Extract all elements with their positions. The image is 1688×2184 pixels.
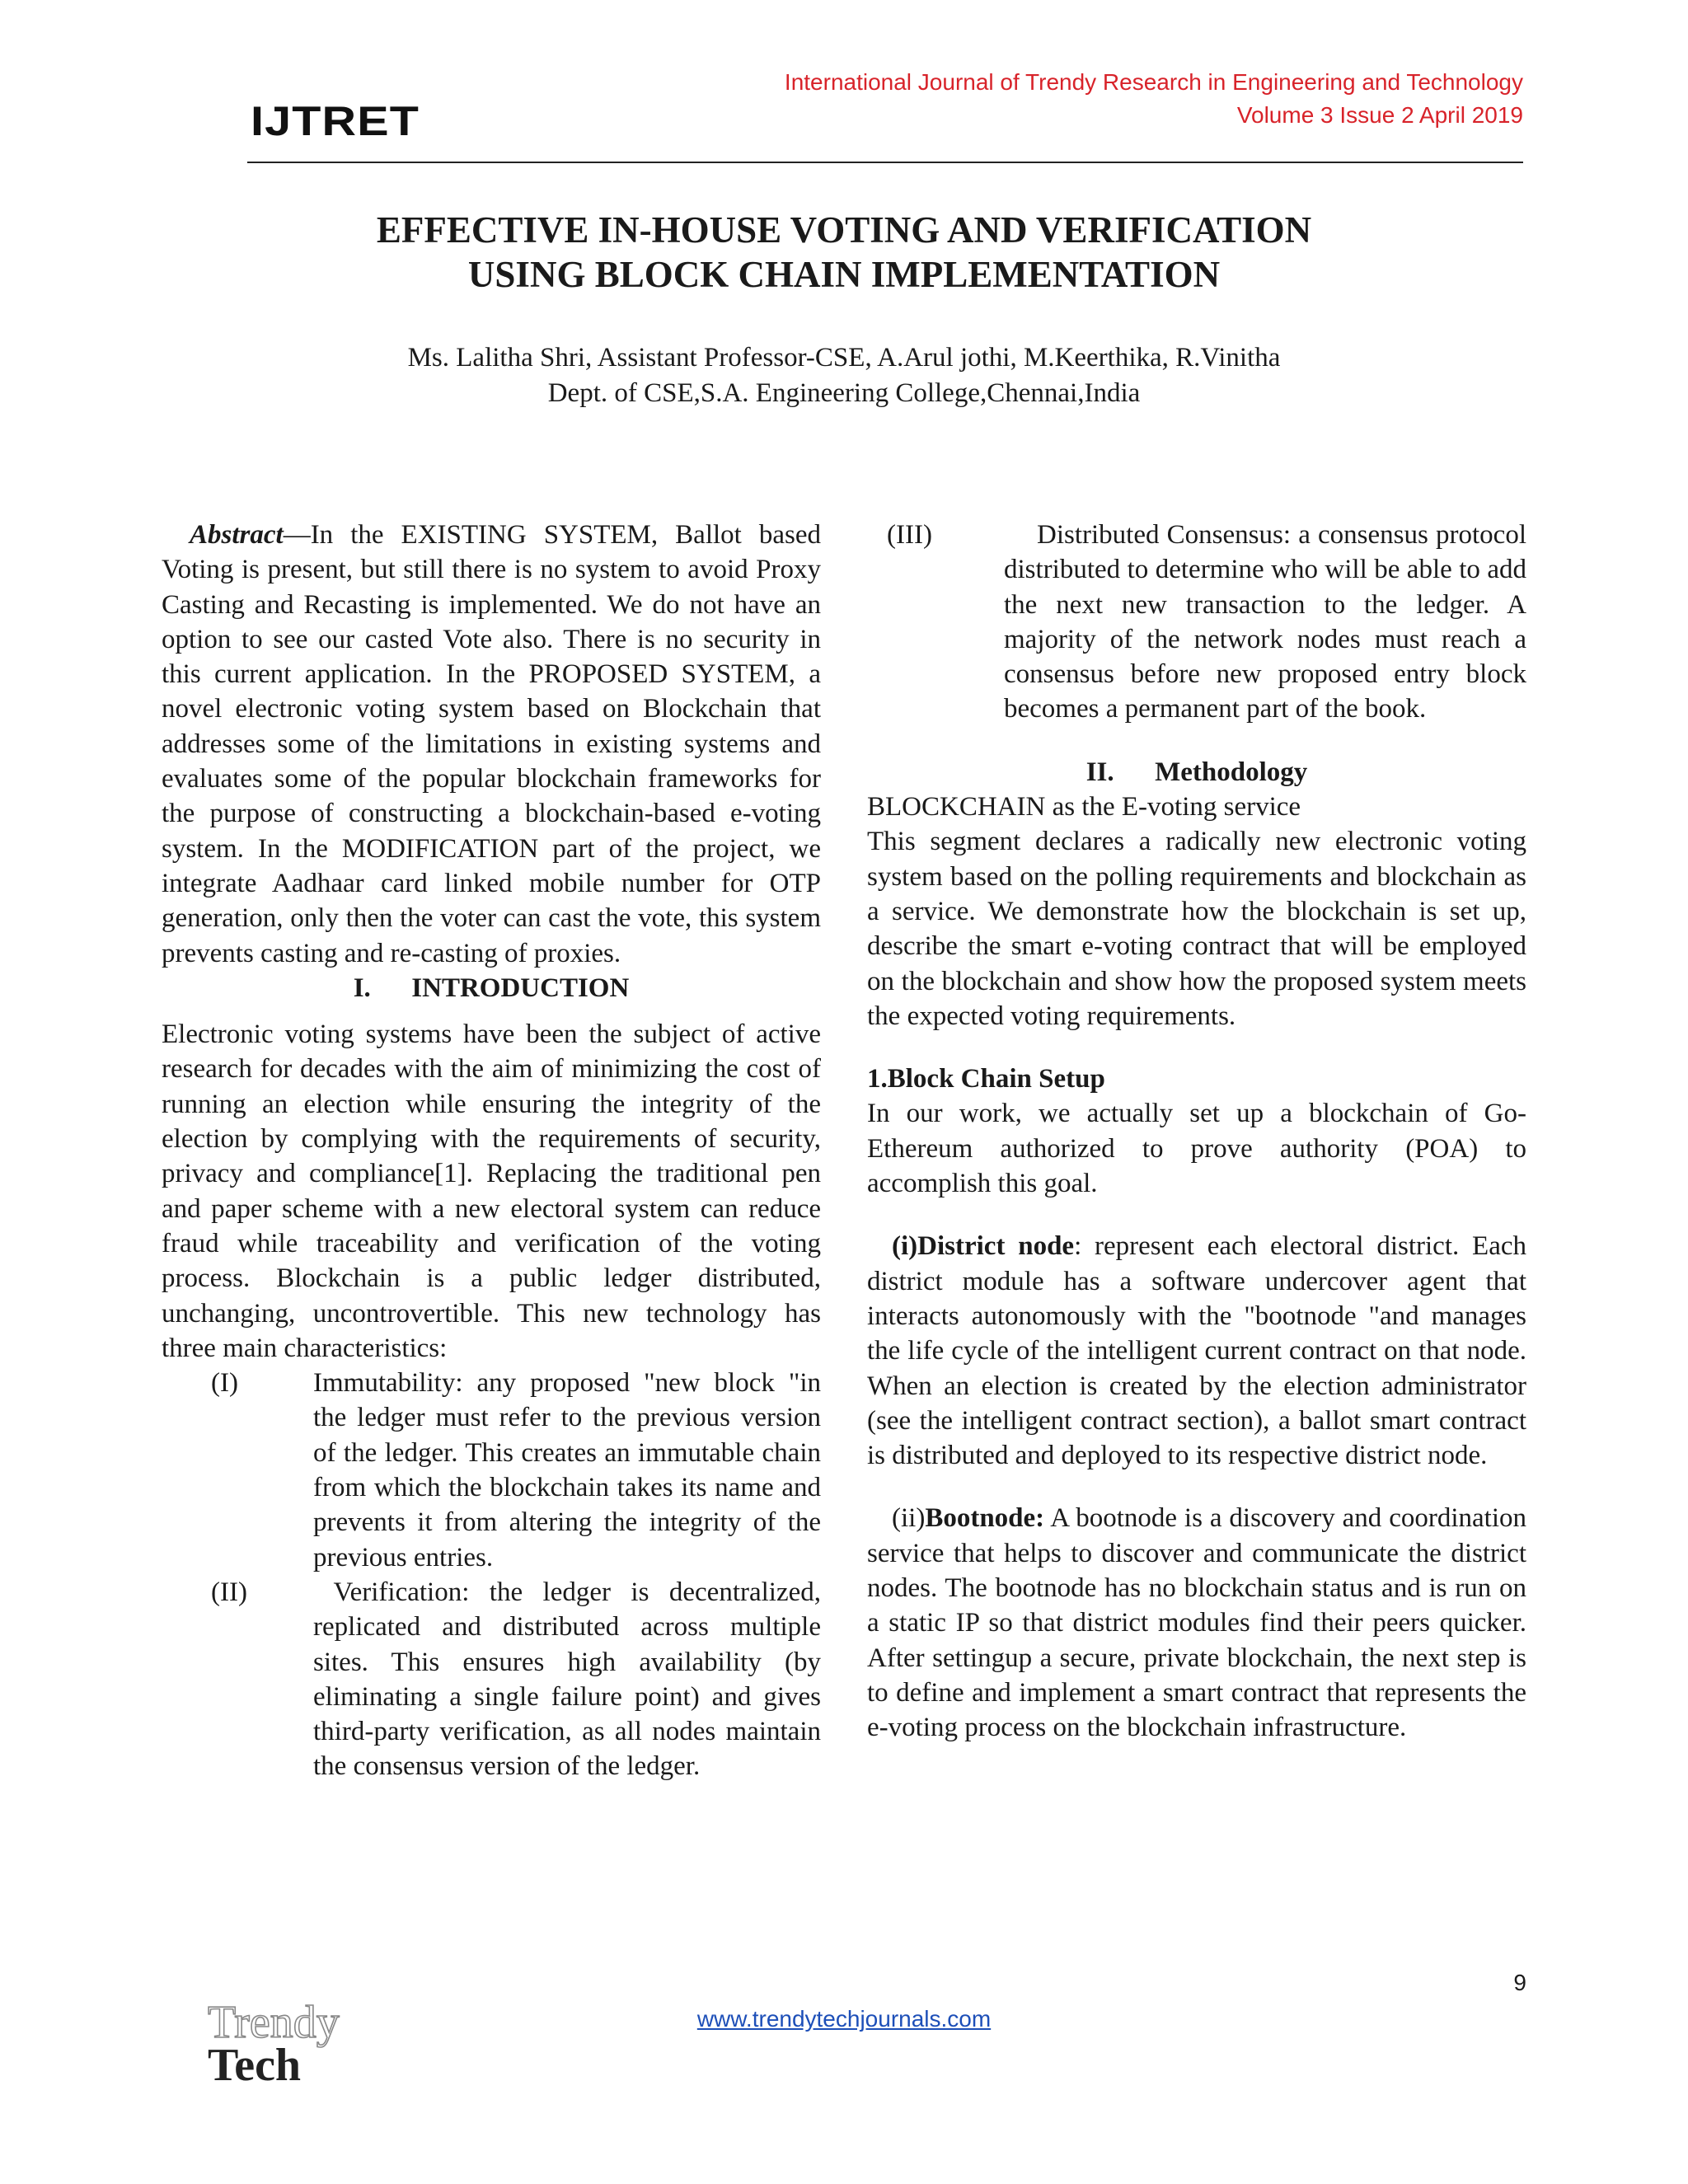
bootnode-prefix: (ii)	[892, 1503, 926, 1534]
trendy-logo-word-1: Trendy	[208, 1997, 340, 2048]
bootnode-label: Bootnode:	[925, 1503, 1045, 1534]
section-heading-methodology: II. Methodology	[1085, 757, 1308, 787]
author-names: Ms. Lalitha Shri, Assistant Professor-CSE, A.Arul jothi, M.Keerthika, R.Vinitha	[407, 343, 1281, 373]
journal-issue: Volume 3 Issue 2 April 2019	[1236, 102, 1523, 128]
district-node-text: : represent each electoral district. Each district module has a software undercover agent that interacts autonomously with the "bootnode "and manages the life cycle of the intelligent current contract on that node. When an election is created by the election administrator (see the intelligent contract section), a ballot smart contract is distributed and deployed to its respective district node.	[867, 1231, 1526, 1471]
trendy-tech-logo	[206, 1994, 387, 2093]
list-item-text: Verification: the ledger is decentralized, replicated and distributed across multiple sites. This ensures high availability (by eliminating a single failure point) and gives third-party verification, as all nodes maintain the consensus version of the ledger.	[313, 1577, 828, 1782]
author-affiliation: Dept. of CSE,S.A. Engineering College,Chennai,India	[547, 378, 1141, 408]
section-heading-introduction: I. INTRODUCTION	[353, 972, 630, 1003]
list-item-number: (I)	[211, 1368, 238, 1399]
abstract-text: —In the EXISTING SYSTEM, Ballot based Voting is present, but still there is no system to avoid Proxy Casting and Recasting is implemented. We do not have an option to see our casted Vote also. There is no security in this current application. In the PROPOSED SYSTEM, a novel electronic voting system based on Blockchain that addresses some of the limitations in existing systems and evaluates some of the popular blockchain frameworks for the purpose of constructing a blockchain-based e-voting system. In the MODIFICATION part of the project, we integrate Aadhaar card linked mobile number for OTP generation, only then the voter can cast the vote, this system prevents casting and re-casting of proxies.	[162, 520, 821, 968]
paper-title-line-1: EFFECTIVE IN-HOUSE VOTING AND VERIFICATION	[376, 209, 1312, 251]
journal-name: International Journal of Trendy Research in Engineering and Technology	[784, 69, 1523, 95]
abstract-label: Abstract	[190, 520, 284, 550]
list-item	[162, 1575, 828, 1784]
district-node-paragraph	[867, 1229, 1526, 1473]
journal-info	[785, 66, 1523, 132]
list-item-number: (III)	[887, 520, 932, 550]
introduction-paragraph: Electronic voting systems have been the subject of active research for decades with the aim of minimizing the cost of running an election while ensuring the integrity of the election by complying with the requirements of security, privacy and compliance[1]. Replacing the traditional pen and paper scheme with a new electoral system can reduce fraud while traceability and verification of the voting process. Blockchain is a public ledger distributed, unchanging, uncontrovertible. This new technology has three main characteristics:	[162, 1019, 821, 1363]
district-node-label: (i)District node	[892, 1231, 1075, 1262]
bootnode-paragraph	[867, 1501, 1526, 1745]
list-item-number: (II)	[211, 1577, 247, 1607]
journal-logo: IJTRET	[251, 98, 420, 144]
subsection-heading-block-chain-setup: 1.Block Chain Setup	[867, 1064, 1105, 1094]
methodology-paragraph: This segment declares a radically new electronic voting system based on the polling requirements and blockchain as a service. We demonstrate how the blockchain is set up, describe the smart e-voting contract that will be employed on the blockchain and show how the proposed system meets the expected voting requirements.	[867, 827, 1526, 1031]
left-column	[162, 518, 828, 1784]
list-item-text: Immutability: any proposed "new block "in the ledger must refer to the previous version of the ledger. This creates an immutable chain from which the blockchain takes its name and prevents it from altering the integrity of the previous entries.	[313, 1368, 821, 1572]
list-item	[867, 518, 1526, 727]
author-block	[0, 340, 1688, 411]
journal-website-link[interactable]: www.trendytechjournals.com	[696, 2006, 992, 2032]
list-item-text: Distributed Consensus: a consensus protocol distributed to determine who will be able to add the next new transaction to the ledger. A majority of the network nodes must reach a consensus before new proposed entry block becomes a permanent part of the book.	[1004, 520, 1526, 724]
trendy-logo-word-2: Tech	[208, 2040, 302, 2091]
abstract-paragraph	[162, 518, 821, 971]
page-number: 9	[1513, 1970, 1526, 1995]
paper-title-line-2: USING BLOCK CHAIN IMPLEMENTATION	[467, 254, 1221, 295]
paper-title	[0, 208, 1688, 297]
bootnode-text: A bootnode is a discovery and coordination service that helps to discover and communicate the district nodes. The bootnode has no blockchain status and is run on a static IP so that district modules find their peers quicker. After settingup a secure, private blockchain, the next step is to define and implement a smart contract that represents the e-voting process on the blockchain infrastructure.	[867, 1503, 1526, 1743]
header-rule	[247, 162, 1523, 163]
setup-paragraph: In our work, we actually set up a blockchain of Go-Ethereum authorized to prove authority (POA) to accomplish this goal.	[867, 1099, 1526, 1199]
methodology-subheading: BLOCKCHAIN as the E-voting service	[867, 792, 1301, 823]
right-column	[867, 518, 1526, 1746]
list-item	[162, 1366, 821, 1575]
